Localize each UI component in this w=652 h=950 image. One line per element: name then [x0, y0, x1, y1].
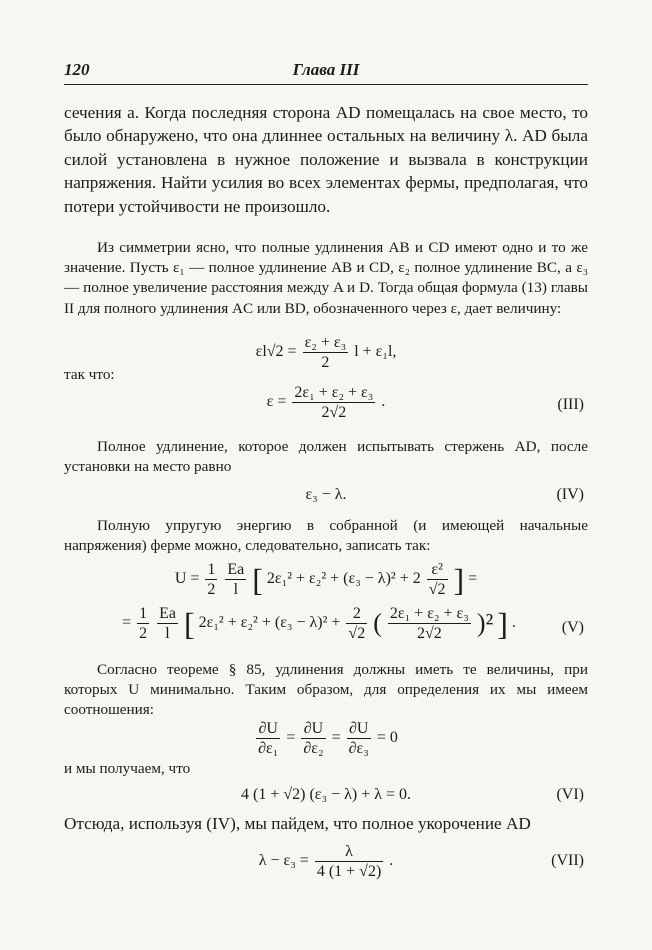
- eq-number-VI: (VI): [556, 786, 584, 803]
- eq5b-lhs: =: [122, 614, 132, 632]
- eq5a-lhs: U =: [174, 570, 200, 588]
- paragraph-total-elongation: Полное удлинение, которое должен испытывать стержень AD, после установки на место равно: [64, 438, 588, 476]
- eq5b-ea-over-l: [157, 604, 178, 643]
- equation-VII: [64, 842, 588, 888]
- eq1-numerator: ε₂ + ε₃: [304, 334, 347, 351]
- eq5b-inner: 2ε₁² + ε₂² + (ε₃ − λ)² +: [198, 614, 341, 632]
- eq7-expr: 4 (1 + √2) (ε₃ − λ) + λ = 0.: [241, 786, 411, 803]
- equation-III: [64, 383, 588, 427]
- eq5b-half: [137, 604, 149, 643]
- eq5b-ea: Ea: [159, 605, 176, 622]
- label-so-that: так что:: [64, 366, 115, 383]
- eq6-du-2: ∂U: [301, 719, 325, 739]
- eq5a-bracket-left: [: [252, 561, 263, 598]
- eq-number-V: (V): [561, 619, 584, 636]
- eq5a-bracket-right: ]: [453, 561, 465, 598]
- eq5b-sum-over-2root2: [388, 604, 471, 643]
- eq5b-paren-right: )²: [476, 608, 494, 638]
- eq4-expr: ε₃ − λ.: [305, 486, 347, 503]
- eq6-du-3: ∂U: [347, 719, 371, 739]
- eq5b-end: .: [511, 614, 516, 632]
- equation-V-line1: [64, 560, 588, 608]
- page-header: [64, 60, 588, 82]
- eq5b-paren-left: (: [373, 608, 382, 638]
- so-that-row: [64, 365, 588, 385]
- eq6-equals-2: =: [331, 729, 341, 747]
- paragraph-energy: Полную упругую энергию в собранной (и имеющей начальные напряжения) ферме можно, следовательно, записать так:: [64, 517, 588, 555]
- eq5a-half: [205, 560, 217, 599]
- eq1-rest: l + ε₁l,: [354, 343, 397, 361]
- eq-number-VII: (VII): [551, 852, 584, 869]
- paragraph-problem: сечения a. Когда последняя сторона AD помещалась на свое место, то было обнаружено, что она длиннее остальных на величину λ. AD была силой установлена в нужное положение и вызвала в конструкции напряжения. Найти усилия во всех элементах фермы, предполагая, что потери устойчивости не произошло.: [64, 103, 588, 216]
- eq6-end: = 0: [376, 729, 398, 747]
- eq5b-2root2: 2√2: [416, 625, 442, 642]
- eq8-lhs: λ − ε₃ =: [258, 852, 309, 870]
- eq5a-half-num: 1: [207, 561, 216, 578]
- chapter-title: Глава III: [292, 60, 360, 79]
- eq3-denominator: 2√2: [321, 404, 347, 421]
- eq5b-l: l: [165, 625, 170, 642]
- header-rule: [64, 84, 588, 85]
- get-row: [64, 759, 588, 779]
- paragraph-symmetry: Из симметрии ясно, что полные удлинения AB и CD имеют одно и то же значение. Пусть ε₁ — полное удлинение AB и CD, ε₂ полное удлинение BC, а ε₃ — полное увеличение расстояния между A и D. Тогда общая формула (13) главы II для полного удлинения AC или BD, обозначенного через ε, дает величину:: [64, 239, 588, 317]
- equation-VI: [64, 784, 588, 806]
- eq3-end: .: [381, 393, 386, 411]
- eq6-de2: ∂ε₂: [303, 740, 324, 757]
- eq6-du-de2: [301, 719, 325, 758]
- eq5b-half-den: 2: [139, 625, 148, 642]
- eq-number-III: (III): [557, 396, 584, 413]
- equation-V-line2: [64, 604, 588, 652]
- eq8-end: .: [389, 852, 394, 870]
- eq6-equals-1: =: [286, 729, 296, 747]
- paragraph-theorem: Согласно теореме § 85, удлинения должны иметь те величины, при которых U минимально. Таким образом, для определения их мы имеем соотношения:: [64, 661, 588, 719]
- eq5a-eps-over-root2: [427, 560, 448, 599]
- eq6-du-de1: [256, 719, 280, 758]
- eq8-numerator: λ: [315, 842, 383, 862]
- eq6-de3: ∂ε₃: [348, 740, 369, 757]
- eq5b-root2: √2: [348, 625, 366, 642]
- eq5a-end: =: [468, 570, 478, 588]
- eq6-du-de3: [347, 719, 371, 758]
- eq1-denominator: 2: [321, 354, 330, 371]
- eq5b-bracket-left: [: [183, 605, 195, 642]
- eq5a-eps-sq: ε²: [427, 560, 448, 580]
- equation-IV: [64, 484, 588, 506]
- eq5b-half-num: 1: [139, 605, 148, 622]
- eq3-lhs: ε =: [266, 393, 287, 411]
- eq5a-l: l: [233, 581, 239, 598]
- eq5a-root2: √2: [428, 581, 446, 598]
- eq6-de1: ∂ε₁: [258, 740, 279, 757]
- eq6-du-1: ∂U: [256, 719, 280, 739]
- eq5a-inner: 2ε₁² + ε₂² + (ε₃ − λ)² + 2: [266, 570, 421, 588]
- page-number: 120: [64, 60, 90, 79]
- eq5b-bracket-right: ]: [497, 605, 508, 642]
- eq5a-half-den: 2: [207, 581, 216, 598]
- eq1-lhs: εl√2 =: [255, 343, 297, 361]
- paragraph-hence: Отсюда, используя (IV), мы пайдем, что полное укорочение AD: [64, 814, 531, 833]
- eq5a-ea: Ea: [227, 561, 245, 578]
- eq8-fraction: [315, 842, 383, 881]
- eq3-numerator: 2ε₁ + ε₂ + ε₃: [294, 384, 374, 401]
- eq5a-ea-over-l: [225, 560, 246, 599]
- eq5b-sum: 2ε₁ + ε₂ + ε₃: [389, 605, 469, 622]
- eq5b-two: 2: [346, 604, 367, 624]
- eq3-fraction: [292, 383, 375, 422]
- eq5b-two-over-root2: [346, 604, 367, 643]
- eq8-denominator: 4 (1 + √2): [316, 863, 382, 880]
- eq-number-IV: (IV): [556, 486, 584, 503]
- label-we-get: и мы получаем, что: [64, 760, 191, 777]
